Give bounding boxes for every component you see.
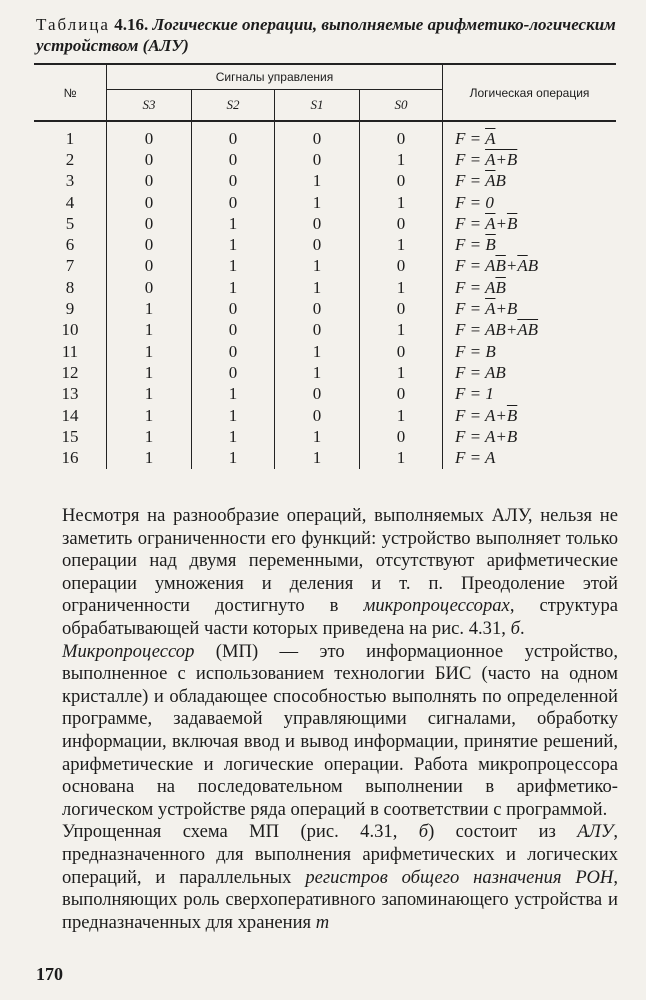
paragraph-1: Несмотря на разнообразие операций, выполняемых АЛУ, нельзя не заметить ограниченности его функций: устройство выполняет только операции над двумя переменными, отсутствуют арифметические операции умножения и деления и т. п. Преодоление этой ограниченности достигнуто в микропроцессорах, структура обрабатывающей части которых приведена на рис. 4.31, б. <box>62 505 618 639</box>
table-row <box>34 192 616 213</box>
cell-s1: 1 <box>275 171 360 192</box>
cell-n: 8 <box>65 277 75 297</box>
caption-label: Таблица <box>36 15 110 34</box>
caption-title: Логические операции, выполняемые арифметико-логическим устройством (АЛУ) <box>36 15 616 55</box>
cell-operation: $F = A+\overline{B}$ <box>443 405 617 426</box>
cell-s3: 1 <box>107 298 192 319</box>
cell-operation: F = A+B <box>443 149 617 170</box>
cell-s2: 1 <box>192 384 275 405</box>
cell-s3: 1 <box>107 405 192 426</box>
cell-s0: 0 <box>360 426 443 447</box>
cell-operation: $F = A\overline{B}$ <box>443 277 617 298</box>
table-row <box>34 405 616 426</box>
cell-s2: 1 <box>192 405 275 426</box>
table-row <box>34 341 616 362</box>
cell-s1: 1 <box>275 362 360 383</box>
cell-s1: 1 <box>275 256 360 277</box>
cell-s0: 1 <box>360 447 443 468</box>
col-header-num: № <box>34 64 107 121</box>
cell-s3: 0 <box>107 234 192 255</box>
cell-operation: F = 0 <box>443 192 617 213</box>
cell-n: 2 <box>65 149 75 169</box>
cell-n: 15 <box>61 426 79 446</box>
cell-operation: $F = \overline{A}+\overline{B}$ <box>443 213 617 234</box>
cell-s1: 1 <box>275 341 360 362</box>
cell-s1: 1 <box>275 426 360 447</box>
cell-s3: 0 <box>107 213 192 234</box>
cell-operation: $F = A\overline{B}+\overline{A}B$ <box>443 256 617 277</box>
cell-s3: 1 <box>107 426 192 447</box>
table-row <box>34 149 616 170</box>
cell-n: 10 <box>61 320 79 340</box>
cell-operation: F = B <box>443 341 617 362</box>
cell-s2: 0 <box>192 149 275 170</box>
cell-s1: 0 <box>275 298 360 319</box>
col-header-signals: Сигналы управления <box>107 64 443 90</box>
cell-operation: $F = \overline{A}+B$ <box>443 298 617 319</box>
cell-s3: 1 <box>107 341 192 362</box>
cell-s0: 0 <box>360 121 443 149</box>
cell-operation: F = A+B <box>443 426 617 447</box>
cell-n: 11 <box>61 341 79 361</box>
table-row <box>34 256 616 277</box>
cell-s2: 0 <box>192 298 275 319</box>
cell-operation: $F = \overline{A}$ <box>443 121 617 149</box>
cell-s1: 0 <box>275 149 360 170</box>
cell-s3: 0 <box>107 277 192 298</box>
cell-s0: 0 <box>360 171 443 192</box>
caption-number: 4.16. <box>114 15 149 34</box>
cell-operation: F = 1 <box>443 384 617 405</box>
cell-n: 9 <box>65 299 75 319</box>
cell-s0: 1 <box>360 234 443 255</box>
cell-s3: 0 <box>107 171 192 192</box>
cell-s2: 0 <box>192 171 275 192</box>
cell-s2: 0 <box>192 121 275 149</box>
cell-s2: 1 <box>192 213 275 234</box>
cell-s1: 1 <box>275 447 360 468</box>
cell-s3: 0 <box>107 149 192 170</box>
cell-n: 7 <box>65 256 75 276</box>
body-text <box>62 505 618 934</box>
paragraph-3: Упрощенная схема МП (рис. 4.31, б) состоит из АЛУ, предназначенного для выполнения арифметических и логических операций, и параллельных регистров общего назначения РОН, выполняющих роль сверхоперативного запоминающего устройства и предназначенных для хранения m <box>62 821 619 933</box>
cell-n: 13 <box>61 384 79 404</box>
table-row <box>34 320 616 341</box>
table-row <box>34 234 616 255</box>
cell-s2: 0 <box>192 192 275 213</box>
cell-n: 12 <box>61 362 79 382</box>
cell-s3: 0 <box>107 256 192 277</box>
cell-s3: 1 <box>107 384 192 405</box>
table-body <box>34 121 616 469</box>
cell-operation: $F = \overline{A}B$ <box>443 171 617 192</box>
table-row <box>34 362 616 383</box>
paragraph-2: Микропроцессор (МП) — это информационное устройство, выполненное с использованием технологии БИС (часто на одном кристалле) и обладающее способностью выполнять по определенной программе, задаваемой управляющими сигналами, обработку информации, включая ввод и вывод информации, принятие решений, арифметические и логические операции. Работа микропроцессора основана на последовательном выполнении в арифметико-логическом устройстве ряда операций в соответствии с программой. <box>62 640 618 820</box>
cell-n: 16 <box>61 448 79 468</box>
col-header-s3: S3 <box>107 90 192 122</box>
cell-s0: 0 <box>360 298 443 319</box>
col-header-operation: Логическая операция <box>443 64 617 121</box>
logic-operations-table <box>34 63 616 469</box>
cell-s0: 1 <box>360 192 443 213</box>
col-header-s0: S0 <box>360 90 443 122</box>
table-row <box>34 277 616 298</box>
cell-s1: 0 <box>275 405 360 426</box>
cell-n: 14 <box>61 405 79 425</box>
cell-operation: F = A <box>443 447 617 468</box>
page-number: 170 <box>36 964 63 984</box>
cell-s1: 1 <box>275 277 360 298</box>
table-row <box>34 298 616 319</box>
cell-s2: 1 <box>192 277 275 298</box>
cell-s0: 0 <box>360 213 443 234</box>
cell-s1: 1 <box>275 192 360 213</box>
col-header-s2: S2 <box>192 90 275 122</box>
cell-operation: $F = \overline{B}$ <box>443 234 617 255</box>
cell-s2: 1 <box>192 256 275 277</box>
cell-n: 4 <box>65 192 75 212</box>
cell-s0: 1 <box>360 149 443 170</box>
cell-s0: 0 <box>360 256 443 277</box>
cell-s2: 0 <box>192 320 275 341</box>
col-header-s1: S1 <box>275 90 360 122</box>
cell-s0: 0 <box>360 384 443 405</box>
cell-s0: 1 <box>360 362 443 383</box>
cell-n: 1 <box>65 128 75 148</box>
cell-s3: 1 <box>107 447 192 468</box>
table-row <box>34 213 616 234</box>
cell-n: 3 <box>65 171 75 191</box>
table-row <box>34 384 616 405</box>
cell-s1: 0 <box>275 384 360 405</box>
cell-s0: 1 <box>360 320 443 341</box>
cell-s3: 0 <box>107 121 192 149</box>
cell-s0: 1 <box>360 277 443 298</box>
cell-s2: 0 <box>192 362 275 383</box>
cell-s3: 0 <box>107 192 192 213</box>
cell-s3: 1 <box>107 320 192 341</box>
table-row <box>34 121 616 149</box>
table-caption <box>36 14 616 56</box>
cell-s1: 0 <box>275 121 360 149</box>
cell-s1: 0 <box>275 234 360 255</box>
cell-n: 5 <box>65 213 75 233</box>
table-row <box>34 426 616 447</box>
cell-s3: 1 <box>107 362 192 383</box>
cell-operation: F = AB <box>443 362 617 383</box>
cell-s2: 0 <box>192 341 275 362</box>
cell-s1: 0 <box>275 213 360 234</box>
cell-s2: 1 <box>192 426 275 447</box>
cell-operation: $F = AB+\overline{AB}$ <box>443 320 617 341</box>
table-row <box>34 171 616 192</box>
cell-s1: 0 <box>275 320 360 341</box>
cell-n: 6 <box>65 235 75 255</box>
cell-s2: 1 <box>192 447 275 468</box>
cell-s0: 1 <box>360 405 443 426</box>
cell-s2: 1 <box>192 234 275 255</box>
table-row <box>34 447 616 468</box>
cell-s0: 0 <box>360 341 443 362</box>
